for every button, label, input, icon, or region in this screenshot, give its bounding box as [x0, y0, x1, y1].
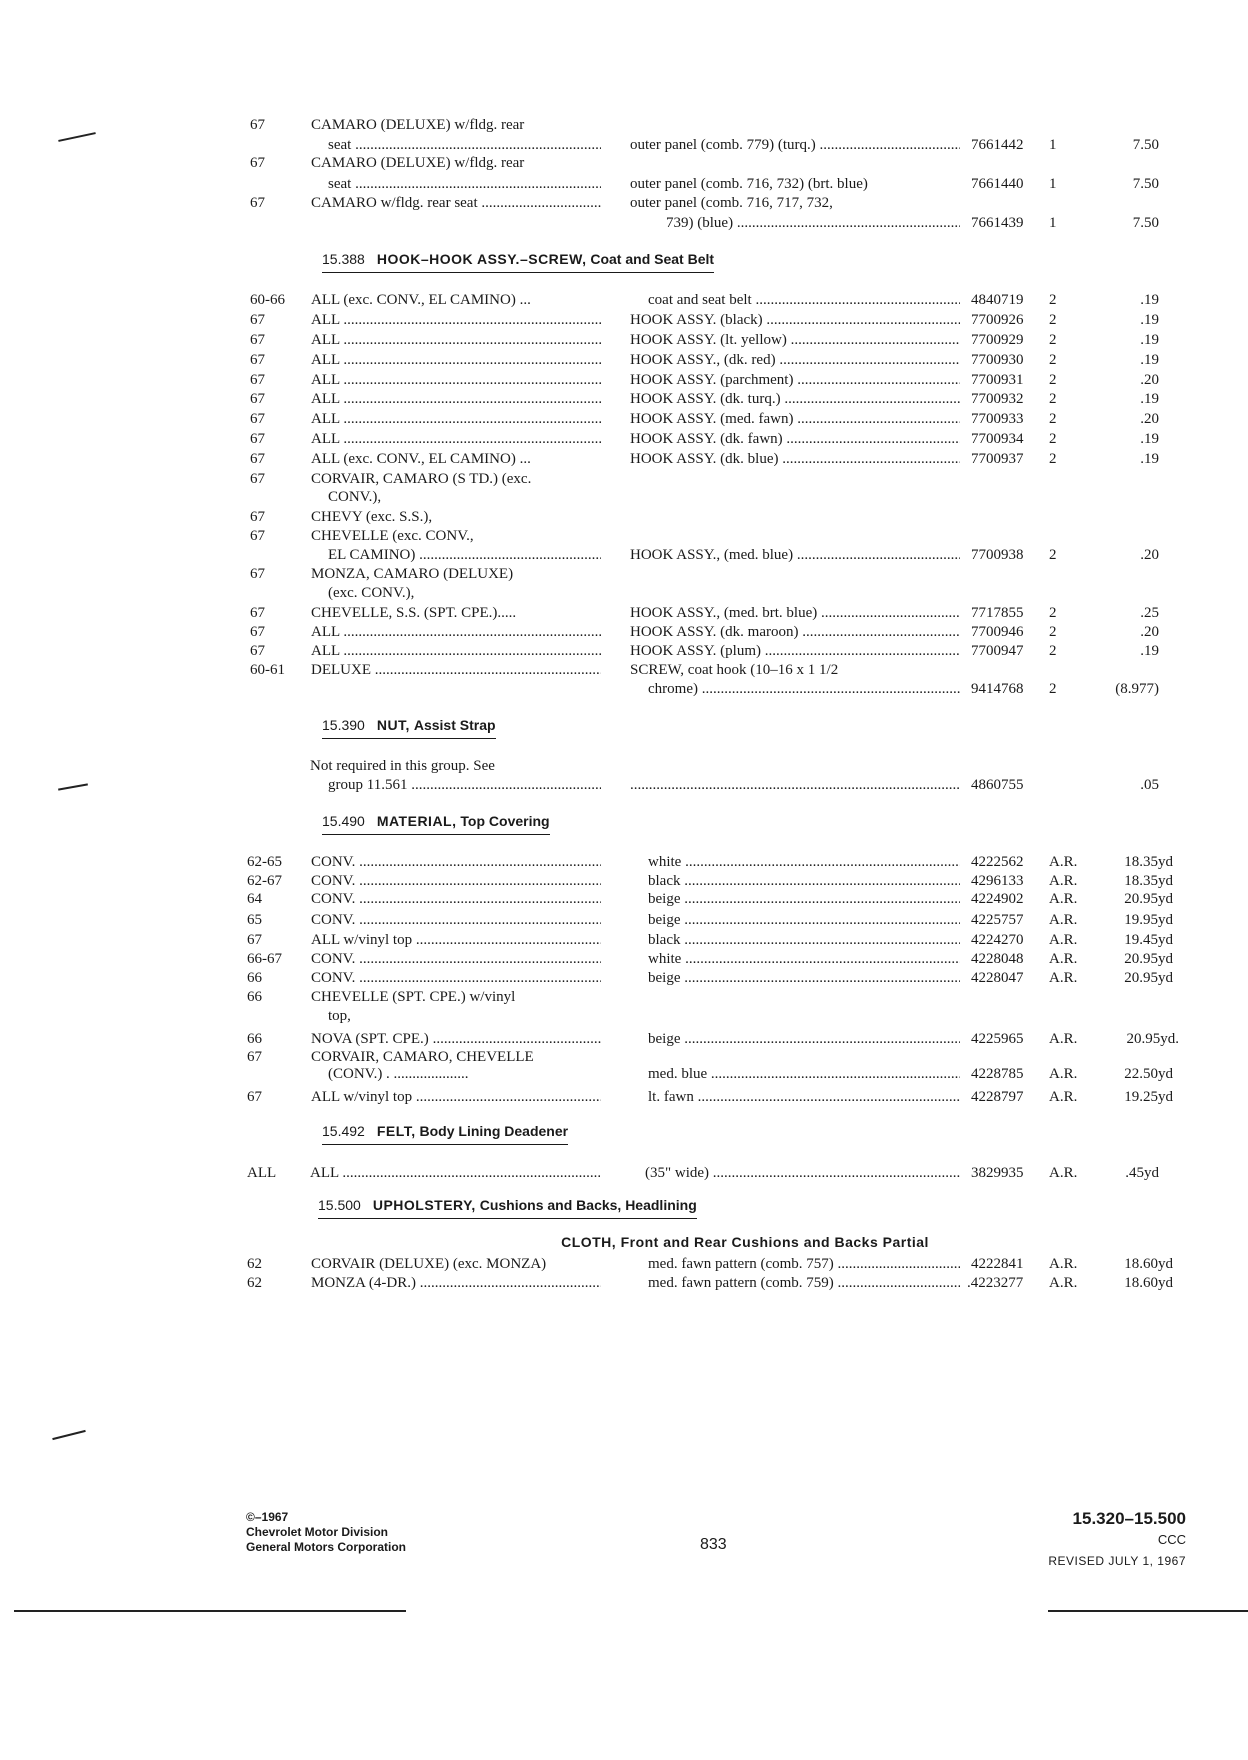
quantity-cell: A.R. [1049, 1275, 1078, 1291]
quantity-cell: 2 [1049, 411, 1057, 427]
quantity-cell: A.R. [1049, 891, 1078, 907]
model-cell: ALL ..... [311, 370, 601, 390]
table-row [0, 1273, 1248, 1293]
section-subtitle: Top Covering [460, 813, 550, 829]
price-cell: .19 [1140, 332, 1159, 348]
model-cell: CORVAIR (DELUXE) (exc. MONZA) [311, 1256, 547, 1272]
table-row [0, 641, 1248, 661]
part-number-cell: 7717855 [971, 605, 1024, 621]
quantity-cell: 2 [1049, 391, 1057, 407]
model-cell: ALL ..... [311, 622, 601, 642]
price-cell: .20 [1140, 411, 1159, 427]
part-number-cell: 7700933 [971, 411, 1024, 427]
price-cell: 7.50 [1132, 176, 1159, 192]
year-cell: 67 [250, 643, 265, 659]
price-cell: 19.25yd [1124, 1089, 1173, 1105]
description-cell: HOOK ASSY., (med. blue) ..... [630, 545, 960, 565]
section-number: 15.490 [322, 813, 365, 829]
bottom-rule [14, 1610, 406, 1612]
subsection-header: CLOTH, Front and Rear Cushions and Backs Partial [561, 1234, 929, 1250]
year-cell: 67 [250, 117, 265, 133]
model-cell: CONV. ..... [311, 968, 601, 988]
quantity-cell: A.R. [1049, 1089, 1078, 1105]
model-cell: seat ..... [328, 135, 601, 155]
year-cell: 67 [250, 605, 265, 621]
part-number-cell: 4228048 [971, 951, 1024, 967]
description-cell: black ..... [648, 930, 960, 950]
section-name: HOOK–HOOK ASSY.–SCREW, [376, 251, 587, 267]
table-row [0, 389, 1248, 409]
quantity-cell: A.R. [1049, 873, 1078, 889]
table-row [0, 968, 1248, 988]
part-number-cell: 4225757 [971, 912, 1024, 928]
part-number-cell: 4222841 [971, 1256, 1024, 1272]
model-cell: (CONV.) . .................... [328, 1066, 469, 1082]
model-cell: ALL ..... [311, 429, 601, 449]
model-cell: ALL w/vinyl top ..... [311, 930, 601, 950]
model-cell: seat ..... [328, 174, 601, 194]
description-cell: HOOK ASSY. (parchment) ..... [630, 370, 960, 390]
model-cell: EL CAMINO) ..... [328, 545, 601, 565]
part-number-cell: 4225965 [971, 1031, 1024, 1047]
description-cell: white ..... [648, 949, 960, 969]
price-cell: 19.45yd [1124, 932, 1173, 948]
table-row [0, 756, 1248, 776]
quantity-cell: A.R. [1049, 1256, 1078, 1272]
year-cell: 67 [250, 451, 265, 467]
description-cell: HOOK ASSY. (dk. fawn) ..... [630, 429, 960, 449]
table-row [0, 350, 1248, 370]
quantity-cell: 2 [1049, 624, 1057, 640]
model-cell: MONZA, CAMARO (DELUXE) [311, 566, 514, 582]
section-number: 15.492 [322, 1123, 365, 1139]
quantity-cell: 2 [1049, 292, 1057, 308]
section-header [318, 1194, 697, 1219]
quantity-cell: A.R. [1049, 854, 1078, 870]
year-cell: 66 [247, 1031, 262, 1047]
price-cell: 20.95yd [1124, 891, 1173, 907]
part-number-cell: 7700932 [971, 391, 1024, 407]
section-range: 15.320–15.500 [1072, 1509, 1186, 1528]
part-number-cell: 7700947 [971, 643, 1024, 659]
price-cell: 18.60yd [1124, 1275, 1173, 1291]
year-cell: 67 [250, 431, 265, 447]
model-cell: CAMARO w/fldg. rear seat ..... [311, 193, 601, 213]
year-cell: 67 [250, 509, 265, 525]
part-number-cell: 4222562 [971, 854, 1024, 870]
quantity-cell: A.R. [1049, 951, 1078, 967]
model-cell: ALL ..... [311, 350, 601, 370]
table-row [0, 135, 1248, 155]
section-range-block [1000, 1508, 1186, 1572]
price-cell: 18.35yd [1124, 873, 1173, 889]
table-row [0, 193, 1248, 213]
year-cell: 67 [250, 528, 265, 544]
model-cell: ALL ..... [311, 310, 601, 330]
description-cell: HOOK ASSY. (lt. yellow) ..... [630, 330, 960, 350]
table-row [0, 449, 1248, 469]
table-row [0, 469, 1248, 489]
part-number-cell: 7700931 [971, 372, 1024, 388]
table-row [0, 1064, 1248, 1084]
table-row [0, 153, 1248, 173]
division-name: Chevrolet Motor Division [246, 1525, 389, 1539]
description-cell: HOOK ASSY. (dk. maroon) ..... [630, 622, 960, 642]
price-cell: 7.50 [1132, 215, 1159, 231]
section-header [322, 714, 496, 739]
model-cell: CHEVY (exc. S.S.), [311, 509, 433, 525]
model-cell: ALL ..... [311, 330, 601, 350]
part-number-cell: 4224270 [971, 932, 1024, 948]
table-row [0, 564, 1248, 584]
table-row [0, 1163, 1248, 1183]
part-number-cell: 7661442 [971, 137, 1024, 153]
model-cell: top, [328, 1008, 351, 1024]
quantity-cell: 2 [1049, 547, 1057, 563]
publisher-block [246, 1510, 406, 1555]
table-row [0, 1087, 1248, 1107]
part-number-cell: 7700946 [971, 624, 1024, 640]
quantity-cell: A.R. [1049, 970, 1078, 986]
table-row [0, 174, 1248, 194]
model-cell: CONV. ..... [311, 910, 601, 930]
table-row [0, 330, 1248, 350]
year-cell: 62-67 [247, 873, 282, 889]
part-number-cell: 9414768 [971, 681, 1024, 697]
table-row [0, 545, 1248, 565]
price-cell: .19 [1140, 292, 1159, 308]
table-row [0, 910, 1248, 930]
section-header [322, 810, 550, 835]
table-row [0, 660, 1248, 680]
model-cell: ALL (exc. CONV., EL CAMINO) ... [311, 451, 531, 467]
year-cell: 67 [247, 932, 262, 948]
section-name: FELT, [376, 1123, 416, 1139]
part-number-cell: 3829935 [971, 1165, 1024, 1181]
table-row [0, 775, 1248, 795]
section-subtitle: Body Lining Deadener [419, 1123, 569, 1139]
description-cell: HOOK ASSY., (med. brt. blue) ..... [630, 603, 960, 623]
table-row [0, 949, 1248, 969]
description-cell: SCREW, coat hook (10–16 x 1 1/2 [630, 662, 839, 678]
price-cell: .25 [1140, 605, 1159, 621]
part-number-cell: 4296133 [971, 873, 1024, 889]
part-number-cell: 7700930 [971, 352, 1024, 368]
model-cell: CHEVELLE (SPT. CPE.) w/vinyl [311, 989, 516, 1005]
model-cell: CHEVELLE (exc. CONV., [311, 528, 474, 544]
description-cell: outer panel (comb. 779) (turq.) ..... [630, 135, 960, 155]
quantity-cell: A.R. [1049, 932, 1078, 948]
description-cell: lt. fawn ..... [648, 1087, 960, 1107]
bottom-rule [1048, 1610, 1248, 1612]
table-row [0, 622, 1248, 642]
model-cell: CHEVELLE, S.S. (SPT. CPE.)..... [311, 605, 517, 621]
table-row [0, 987, 1248, 1007]
price-cell: .19 [1140, 391, 1159, 407]
model-cell: DELUXE ..... [311, 660, 601, 680]
quantity-cell: A.R. [1049, 1165, 1078, 1181]
note-cell: group 11.561 ..... [328, 775, 601, 795]
year-cell: 65 [247, 912, 262, 928]
description-cell [630, 775, 960, 795]
section-name: MATERIAL, [376, 813, 457, 829]
description-cell: HOOK ASSY. (plum) ..... [630, 641, 960, 661]
model-cell: CAMARO (DELUXE) w/fldg. rear [311, 117, 525, 133]
section-subtitle: Coat and Seat Belt [590, 251, 715, 267]
model-cell: CAMARO (DELUXE) w/fldg. rear [311, 155, 525, 171]
model-cell: CONV. ..... [311, 871, 601, 891]
description-cell: HOOK ASSY. (dk. turq.) ..... [630, 389, 960, 409]
table-row [0, 679, 1248, 699]
revision-date: REVISED JULY 1, 1967 [1048, 1554, 1186, 1568]
table-row [0, 852, 1248, 872]
price-cell: 18.60yd [1124, 1256, 1173, 1272]
table-row [0, 889, 1248, 909]
price-cell: 22.50yd [1124, 1066, 1173, 1082]
model-cell: CORVAIR, CAMARO (S TD.) (exc. [311, 471, 532, 487]
description-cell: beige ..... [648, 968, 960, 988]
quantity-cell: 2 [1049, 431, 1057, 447]
quantity-cell: 2 [1049, 681, 1057, 697]
description-cell: beige ..... [648, 1029, 960, 1049]
description-cell: 739) (blue) ..... [666, 213, 960, 233]
table-row [0, 583, 1248, 603]
quantity-cell: 2 [1049, 372, 1057, 388]
year-cell: 62 [247, 1275, 262, 1291]
table-row [0, 507, 1248, 527]
description-cell: black ..... [648, 871, 960, 891]
section-subtitle: Assist Strap [413, 717, 496, 733]
table-row [0, 1029, 1248, 1049]
year-cell: 67 [250, 312, 265, 328]
price-cell: .19 [1140, 352, 1159, 368]
price-cell: .19 [1140, 451, 1159, 467]
price-cell: .19 [1140, 431, 1159, 447]
model-cell: ALL w/vinyl top ..... [311, 1087, 601, 1107]
year-cell: 67 [247, 1089, 262, 1105]
description-cell: chrome) ..... [648, 679, 960, 699]
year-cell: 67 [250, 372, 265, 388]
corporation-name: General Motors Corporation [246, 1540, 407, 1554]
part-number-cell: 7700926 [971, 312, 1024, 328]
price-cell: (8.977) [1115, 681, 1159, 697]
description-cell: HOOK ASSY. (dk. blue) ..... [630, 449, 960, 469]
year-cell: 67 [250, 471, 265, 487]
year-cell: 67 [250, 332, 265, 348]
part-number-cell: 7661439 [971, 215, 1024, 231]
table-row [0, 290, 1248, 310]
part-number-cell: 7700938 [971, 547, 1024, 563]
description-cell: (35" wide) ..... [645, 1163, 960, 1183]
quantity-cell: 2 [1049, 332, 1057, 348]
quantity-cell: 2 [1049, 451, 1057, 467]
model-cell: ALL ..... [310, 1163, 600, 1183]
section-name: UPHOLSTERY, [372, 1197, 476, 1213]
description-cell: white ..... [648, 852, 960, 872]
description-cell: coat and seat belt ..... [648, 290, 960, 310]
year-cell: 60-66 [250, 292, 285, 308]
part-number-cell: 4228797 [971, 1089, 1024, 1105]
description-cell: med. fawn pattern (comb. 757) ..... [648, 1254, 960, 1274]
table-row [0, 409, 1248, 429]
quantity-cell: 1 [1049, 137, 1057, 153]
quantity-cell: 1 [1049, 215, 1057, 231]
section-header [322, 248, 714, 273]
description-cell: outer panel (comb. 716, 732) (brt. blue) [630, 176, 868, 192]
price-cell: .20 [1140, 547, 1159, 563]
year-cell: 67 [250, 195, 265, 211]
model-cell: ALL ..... [311, 409, 601, 429]
quantity-cell: 2 [1049, 643, 1057, 659]
table-row [0, 213, 1248, 233]
description-cell: HOOK ASSY. (med. fawn) ..... [630, 409, 960, 429]
description-cell: outer panel (comb. 716, 717, 732, [630, 195, 833, 211]
table-row [0, 429, 1248, 449]
table-row [0, 526, 1248, 546]
catalog-code: CCC [1157, 1532, 1186, 1547]
description-cell: HOOK ASSY., (dk. red) ..... [630, 350, 960, 370]
quantity-cell: 2 [1049, 605, 1057, 621]
price-cell: 7.50 [1132, 137, 1159, 153]
model-cell: CORVAIR, CAMARO, CHEVELLE [311, 1049, 534, 1065]
quantity-cell: 2 [1049, 312, 1057, 328]
part-number-cell: 4840719 [971, 292, 1024, 308]
price-cell: 19.95yd [1124, 912, 1173, 928]
year-cell: 62-65 [247, 854, 282, 870]
page-number: 833 [700, 1536, 727, 1553]
price-cell: .19 [1140, 312, 1159, 328]
table-row [0, 370, 1248, 390]
note-cell: Not required in this group. See [310, 758, 495, 774]
year-cell: 67 [250, 155, 265, 171]
quantity-cell: A.R. [1049, 1031, 1078, 1047]
year-cell: 64 [247, 891, 262, 907]
model-cell: CONV. ..... [311, 889, 601, 909]
model-cell: MONZA (4-DR.) ..... [311, 1273, 601, 1293]
margin-mark [52, 1430, 85, 1440]
model-cell: ALL ..... [311, 389, 601, 409]
part-number-cell: 7700934 [971, 431, 1024, 447]
model-cell: ALL ..... [311, 641, 601, 661]
section-subtitle: Cushions and Backs, Headlining [479, 1197, 697, 1213]
description-cell: beige ..... [648, 910, 960, 930]
model-cell: CONV.), [328, 489, 382, 505]
copyright: ©–1967 [246, 1510, 289, 1524]
quantity-cell: A.R. [1049, 912, 1078, 928]
table-row [0, 1006, 1248, 1026]
section-number: 15.388 [322, 251, 365, 267]
year-cell: 67 [247, 1049, 262, 1065]
table-row [0, 487, 1248, 507]
table-row [0, 310, 1248, 330]
part-number-cell: 7700929 [971, 332, 1024, 348]
price-cell: .19 [1140, 643, 1159, 659]
price-cell: 20.95yd [1124, 951, 1173, 967]
description-cell: beige ..... [648, 889, 960, 909]
table-row [0, 115, 1248, 135]
year-cell: ALL [247, 1165, 277, 1181]
section-header [322, 1120, 568, 1145]
table-row [0, 1254, 1248, 1274]
price-cell: .20 [1140, 372, 1159, 388]
description-cell: HOOK ASSY. (black) ..... [630, 310, 960, 330]
price-cell: 20.95yd [1124, 970, 1173, 986]
year-cell: 67 [250, 391, 265, 407]
year-cell: 66 [247, 970, 262, 986]
year-cell: 62 [247, 1256, 262, 1272]
section-name: NUT, [376, 717, 410, 733]
quantity-cell: 1 [1049, 176, 1057, 192]
model-cell: (exc. CONV.), [328, 585, 415, 601]
part-number-cell: 4228785 [971, 1066, 1024, 1082]
year-cell: 66 [247, 989, 262, 1005]
price-cell: .20 [1140, 624, 1159, 640]
price-cell: 20.95yd. [1126, 1031, 1179, 1047]
section-number: 15.390 [322, 717, 365, 733]
model-cell: CONV. ..... [311, 852, 601, 872]
part-number-cell: .4223277 [967, 1275, 1024, 1291]
model-cell: ALL (exc. CONV., EL CAMINO) ... [311, 292, 531, 308]
quantity-cell: 2 [1049, 352, 1057, 368]
price-cell: .45yd [1125, 1165, 1159, 1181]
part-number-cell: 7661440 [971, 176, 1024, 192]
part-number-cell: 4228047 [971, 970, 1024, 986]
table-row [0, 871, 1248, 891]
year-cell: 67 [250, 566, 265, 582]
year-cell: 67 [250, 411, 265, 427]
part-number-cell: 7700937 [971, 451, 1024, 467]
description-cell: med. blue ..... [648, 1064, 960, 1084]
section-number: 15.500 [318, 1197, 361, 1213]
part-number-cell: 4224902 [971, 891, 1024, 907]
year-cell: 67 [250, 352, 265, 368]
year-cell: 66-67 [247, 951, 282, 967]
model-cell: CONV. ..... [311, 949, 601, 969]
quantity-cell: A.R. [1049, 1066, 1078, 1082]
year-cell: 67 [250, 624, 265, 640]
model-cell: NOVA (SPT. CPE.) ..... [311, 1029, 601, 1049]
part-number-cell: 4860755 [971, 777, 1024, 793]
year-cell: 60-61 [250, 662, 285, 678]
price-cell: .05 [1140, 777, 1159, 793]
table-row [0, 603, 1248, 623]
price-cell: 18.35yd [1124, 854, 1173, 870]
table-row [0, 930, 1248, 950]
description-cell: med. fawn pattern (comb. 759) ..... [648, 1273, 960, 1293]
